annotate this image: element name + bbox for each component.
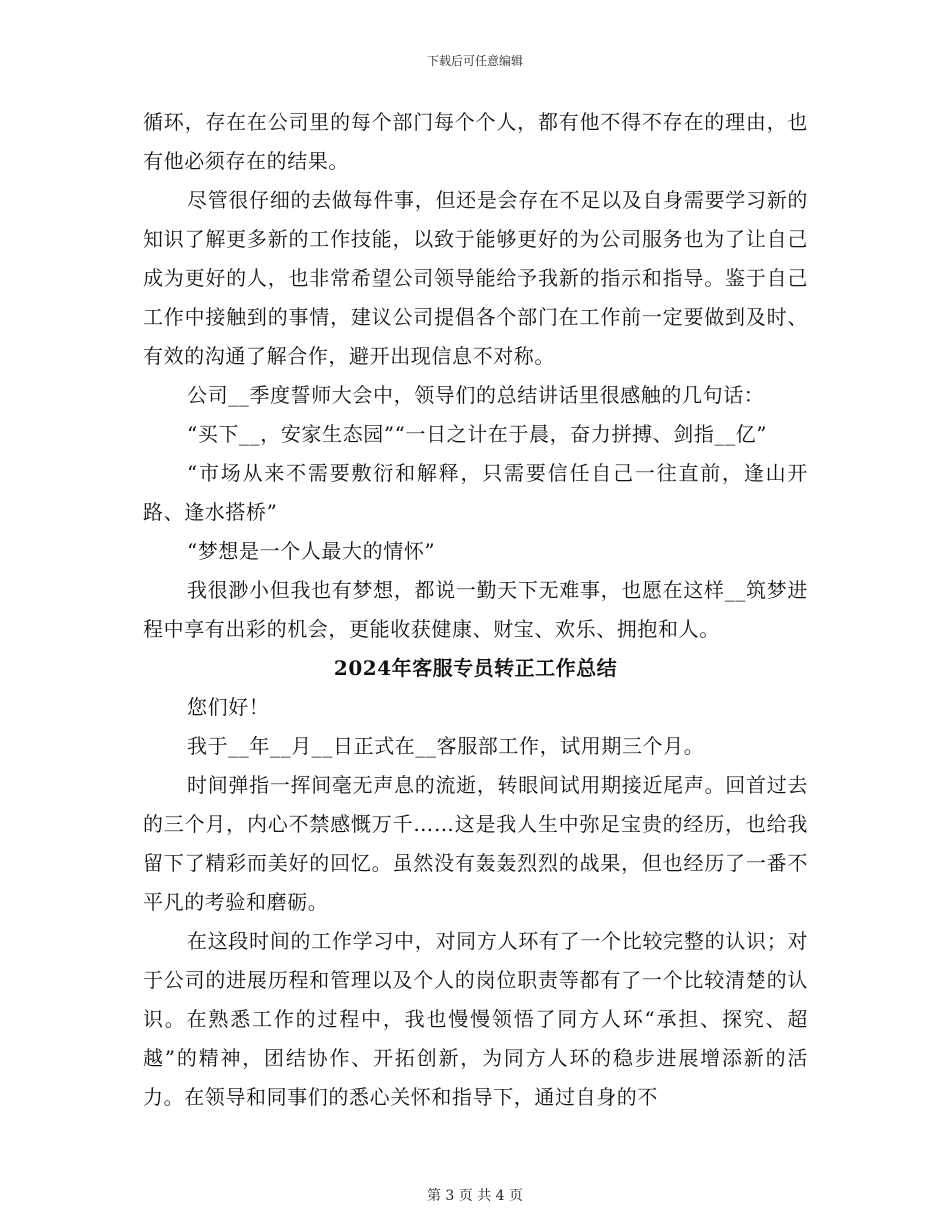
paragraph: 我于__年__月__日正式在__客服部工作，试用期三个月。	[187, 734, 705, 758]
paragraph: 我很渺小但我也有梦想，都说一勤天下无难事，也愿在这样__筑梦进程中享有出彩的机会，更能收获健康、财宝、欢乐、拥抱和人。	[143, 578, 808, 641]
page-number: 第 3 页 共 4 页	[426, 1188, 524, 1204]
quote-paragraph: “梦想是一个人最大的情怀”	[187, 539, 436, 563]
paragraph: 公司__季度誓师大会中，领导们的总结讲话里很感触的几句话：	[187, 383, 765, 407]
paragraph-continuation: 循环，存在在公司里的每个部门每个个人，都有他不得不存在的理由，也有他必须存在的结果。	[143, 110, 808, 173]
quote-paragraph: “市场从来不需要敷衍和解释，只需要信任自己一往直前，逢山开路、逢水搭桥”	[143, 461, 808, 524]
document-body	[143, 103, 808, 1117]
quote-paragraph: “买下__，安家生态园”“一日之计在于晨，奋力拼搏、剑指__亿”	[187, 422, 768, 446]
greeting: 您们好！	[187, 695, 270, 719]
section-title: 2024年客服专员转正工作总结	[333, 656, 618, 680]
paragraph: 时间弹指一挥间毫无声息的流逝，转眼间试用期接近尾声。回首过去的三个月，内心不禁感慨万千……这是我人生中弥足宝贵的经历，也给我留下了精彩而美好的回忆。虽然没有轰轰烈烈的战果，但也经历了一番不平凡的考验和磨砺。	[143, 773, 808, 914]
header-note: 下载后可任意编辑	[426, 54, 523, 68]
paragraph: 在这段时间的工作学习中，对同方人环有了一个比较完整的认识；对于公司的进展历程和管理以及个人的岗位职责等都有了一个比较清楚的认识。在熟悉工作的过程中，我也慢慢领悟了同方人环“承担、探究、超越”的精神，团结协作、开拓创新，为同方人环的稳步进展增添新的活力。在领导和同事们的悉心关怀和指导下，通过自身的不	[143, 929, 808, 1109]
paragraph: 尽管很仔细的去做每件事，但还是会存在不足以及自身需要学习新的知识了解更多新的工作技能，以致于能够更好的为公司服务也为了让自己成为更好的人，也非常希望公司领导能给予我新的指示和指导。鉴于自己工作中接触到的事情，建议公司提倡各个部门在工作前一定要做到及时、有效的沟通了解合作，避开出现信息不对称。	[143, 188, 808, 368]
